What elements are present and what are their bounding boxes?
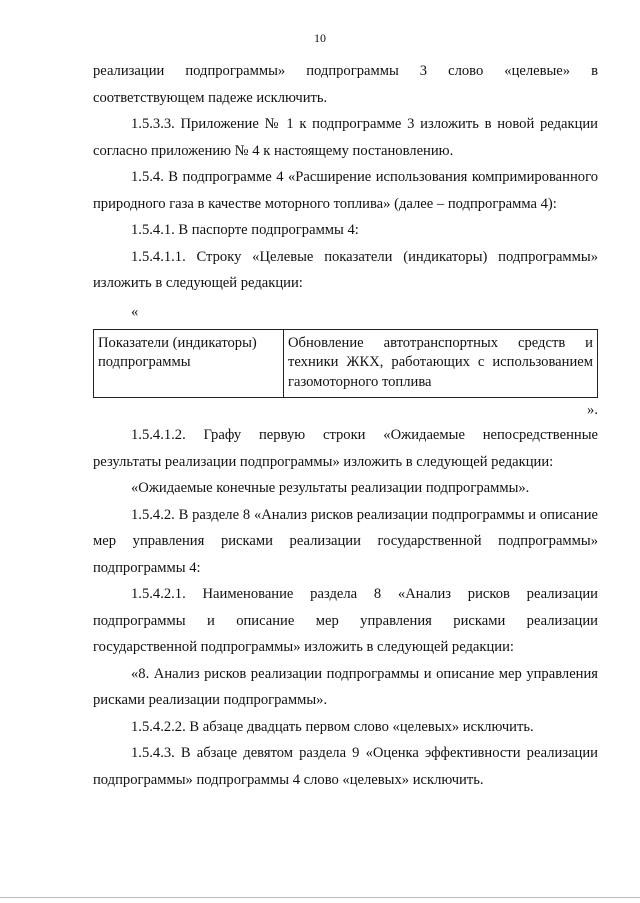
paragraph-1-5-4-2-1: 1.5.4.2.1. Наименование раздела 8 «Анализ рисков реализации подпрограммы и описание мер управления рисками реализации государственной подпрограммы» изложить в следующей редакции: — [93, 586, 598, 655]
table-cell-value: Обновление автотранспортных средств и техники ЖКХ, работающих с использованием газомоторного топлива — [284, 329, 598, 398]
opening-quote: « — [131, 303, 139, 320]
paragraph-1-5-4-3: 1.5.4.3. В абзаце девятом раздела 9 «Оценка эффективности реализации подпрограммы» подпрограммы 4 слово «целевых» исключить. — [93, 745, 598, 788]
page-number: 10 — [314, 31, 326, 45]
paragraph-1-5-4-2: 1.5.4.2. В разделе 8 «Анализ рисков реализации подпрограммы и описание мер управления рисками реализации государственной подпрограммы» подпрограммы 4: — [93, 506, 598, 576]
indicators-table — [93, 329, 598, 399]
paragraph-1-5-4-2-2: 1.5.4.2.2. В абзаце двадцать первом слово «целевых» исключить. — [131, 718, 534, 735]
paragraph-1-5-3-3: 1.5.3.3. Приложение № 1 к подпрограмме 3 изложить в новой редакции согласно приложению № 4 к настоящему постановлению. — [93, 116, 598, 159]
paragraph-quoted-title: «Ожидаемые конечные результаты реализации подпрограммы». — [131, 480, 530, 496]
closing-quote: ». — [587, 402, 598, 418]
page-bottom-edge — [0, 897, 640, 898]
paragraph-section-8-title: «8. Анализ рисков реализации подпрограммы и описание мер управления рисками реализации подпрограммы». — [93, 665, 598, 708]
paragraph-1-5-4-1-2: 1.5.4.1.2. Графу первую строки «Ожидаемые непосредственные результаты реализации подпрограммы» изложить в следующей редакции: — [93, 427, 598, 470]
paragraph-continuation: реализации подпрограммы» подпрограммы 3 слово «целевые» в соответствующем падеже исключить. — [93, 63, 598, 106]
paragraph-1-5-4: 1.5.4. В подпрограмме 4 «Расширение использования компримированного природного газа в качестве моторного топлива» (далее – подпрограмма 4): — [93, 169, 598, 212]
table-row — [94, 329, 598, 398]
table-cell-label: Показатели (индикаторы) подпрограммы — [94, 329, 284, 398]
document-body — [93, 58, 598, 793]
paragraph-1-5-4-1: 1.5.4.1. В паспорте подпрограммы 4: — [131, 222, 359, 238]
paragraph-1-5-4-1-1: 1.5.4.1.1. Строку «Целевые показатели (индикаторы) подпрограммы» изложить в следующей редакции: — [93, 248, 598, 291]
